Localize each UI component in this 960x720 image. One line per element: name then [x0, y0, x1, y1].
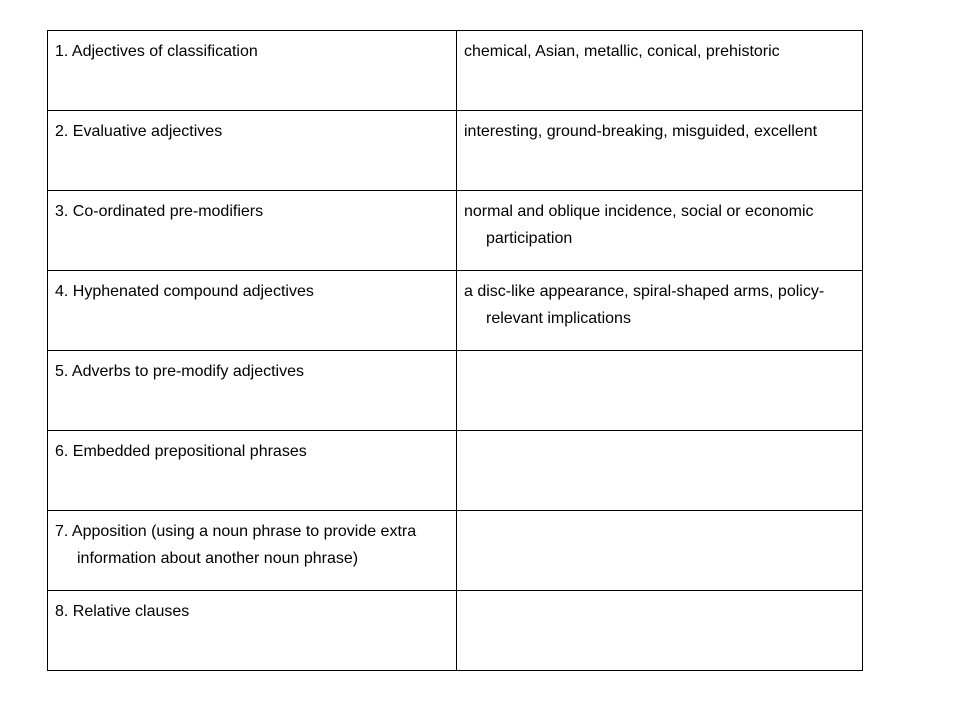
feature-cell [48, 111, 457, 191]
table-row [48, 511, 863, 591]
noun-phrase-features-table [47, 30, 863, 671]
feature-label: 8. Relative clauses [55, 603, 190, 620]
example-cell [457, 191, 863, 271]
feature-cell [48, 191, 457, 271]
example-text: interesting, ground-breaking, misguided, excellent [464, 123, 818, 140]
table-row [48, 271, 863, 351]
feature-label: 4. Hyphenated compound adjectives [55, 283, 314, 300]
feature-label: 1. Adjectives of classification [55, 43, 258, 60]
example-text: normal and oblique incidence, social or economic participation [464, 203, 814, 247]
table-row [48, 591, 863, 671]
table-row [48, 31, 863, 111]
feature-label: 3. Co-ordinated pre-modifiers [55, 203, 264, 220]
feature-label: 6. Embedded prepositional phrases [55, 443, 307, 460]
table-row [48, 191, 863, 271]
feature-label: 2. Evaluative adjectives [55, 123, 223, 140]
table-row [48, 111, 863, 191]
table-row [48, 351, 863, 431]
example-text: a disc-like appearance, spiral-shaped arms, policy-relevant implications [464, 283, 825, 327]
example-cell [457, 111, 863, 191]
feature-cell [48, 511, 457, 591]
feature-cell [48, 351, 457, 431]
example-cell [457, 591, 863, 671]
feature-cell [48, 591, 457, 671]
example-cell [457, 431, 863, 511]
example-cell [457, 351, 863, 431]
table-row [48, 431, 863, 511]
feature-cell [48, 271, 457, 351]
feature-label: 5. Adverbs to pre-modify adjectives [55, 363, 305, 380]
example-cell [457, 31, 863, 111]
example-cell [457, 271, 863, 351]
example-text: chemical, Asian, metallic, conical, prehistoric [464, 43, 780, 60]
feature-label: 7. Apposition (using a noun phrase to provide extra information about another noun phrase) [55, 523, 417, 567]
feature-cell [48, 431, 457, 511]
example-cell [457, 511, 863, 591]
feature-cell [48, 31, 457, 111]
